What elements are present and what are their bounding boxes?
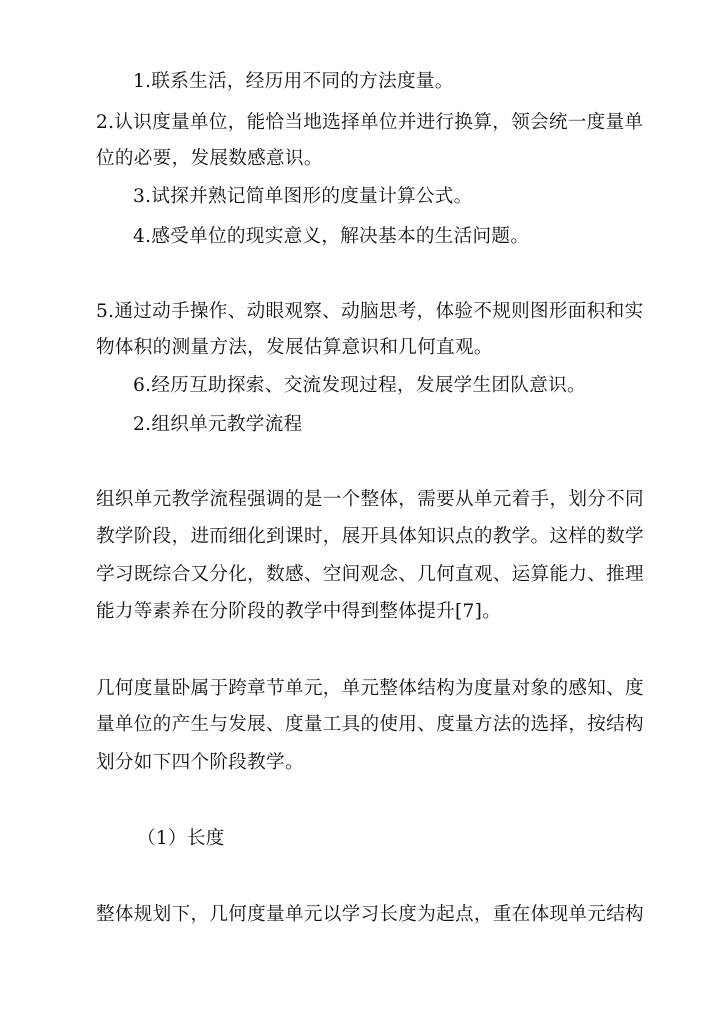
paragraph-structure-line-3: 划分如下四个阶段教学。 — [96, 752, 304, 773]
paragraph-goal-4: 4.感受单位的现实意义，解决基本的生活问题。 — [133, 226, 530, 247]
paragraph-structure-line-1: 几何度量卧属于跨章节单元，单元整体结构为度量对象的感知、度 — [96, 678, 644, 699]
subheading-length: （1）长度 — [137, 828, 225, 849]
paragraph-goal-6: 6.经历互助探索、交流发现过程，发展学生团队意识。 — [133, 375, 586, 396]
paragraph-structure-line-2: 量单位的产生与发展、度量工具的使用、度量方法的选择，按结构 — [96, 714, 644, 735]
paragraph-goal-2-line-1: 2.认识度量单位，能恰当地选择单位并进行换算，领会统一度量单 — [96, 112, 644, 133]
paragraph-goal-5-line-2: 物体积的测量方法，发展估算意识和几何直观。 — [96, 337, 493, 358]
section-heading-2: 2.组织单元教学流程 — [133, 414, 303, 435]
paragraph-goal-2-line-2: 位的必要，发展数感意识。 — [96, 148, 323, 169]
paragraph-process-line-2: 教学阶段，进而细化到课时，展开具体知识点的教学。这样的数学 — [96, 526, 644, 547]
paragraph-length-line-1: 整体规划下，几何度量单元以学习长度为起点，重在体现单元结构 — [96, 904, 644, 925]
paragraph-process-line-4: 能力等素养在分阶段的教学中得到整体提升[7]。 — [96, 601, 502, 622]
paragraph-process-line-1: 组织单元教学流程强调的是一个整体，需要从单元着手，划分不同 — [96, 489, 644, 510]
paragraph-process-line-3: 学习既综合又分化，数感、空间观念、几何直观、运算能力、推理 — [96, 564, 644, 585]
paragraph-goal-3: 3.试探并熟记简单图形的度量计算公式。 — [133, 186, 473, 207]
paragraph-goal-1: 1.联系生活，经历用不同的方法度量。 — [133, 71, 454, 92]
paragraph-goal-5-line-1: 5.通过动手操作、动眼观察、动脑思考，体验不规则图形面积和实 — [96, 301, 644, 322]
